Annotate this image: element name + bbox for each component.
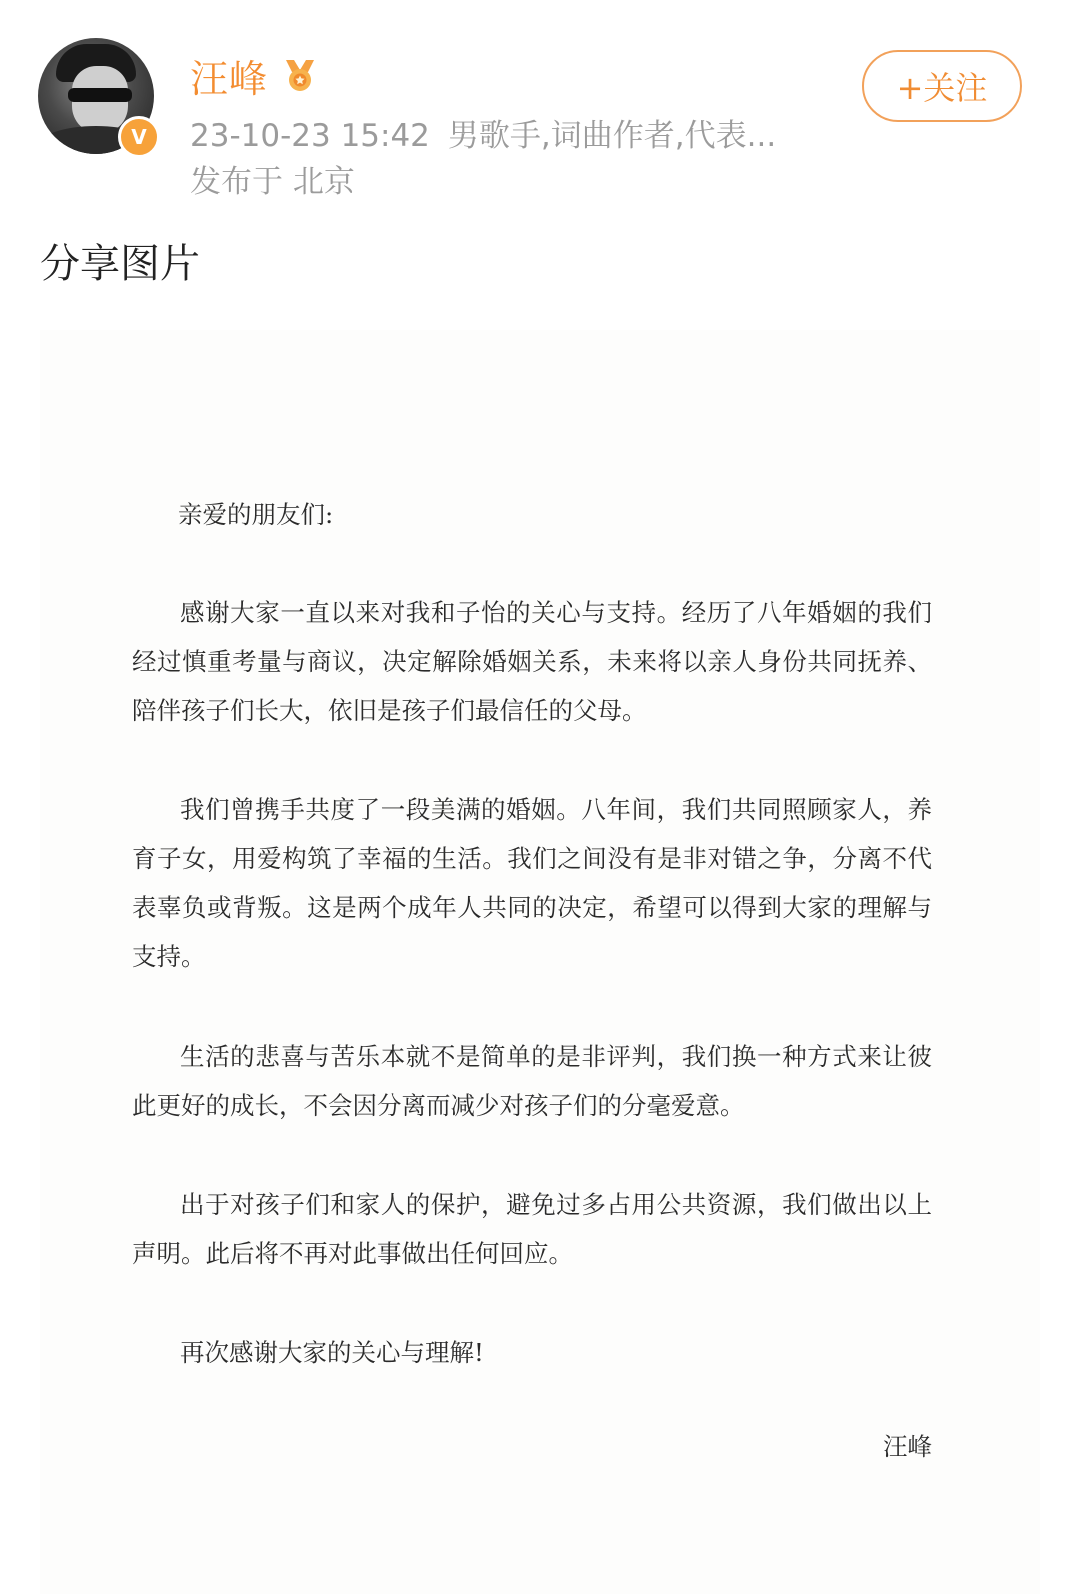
- vip-medal-icon: [280, 54, 320, 94]
- letter-paragraph: 感谢大家一直以来对我和子怡的关心与支持。经历了八年婚姻的我们经过慎重考量与商议，决定解除婚姻关系，未来将以亲人身份共同抚养、陪伴孩子们长大，依旧是孩子们最信任的父母。: [132, 598, 932, 725]
- post-meta: [190, 110, 776, 155]
- post-timestamp: 23-10-23 15:42: [190, 118, 430, 154]
- follow-button[interactable]: +关注: [862, 50, 1022, 122]
- letter-paragraph: 生活的悲喜与苦乐本就不是简单的是非评判，我们换一种方式来让彼此更好的成长，不会因分离而减少对孩子们的分毫爱意。: [132, 1042, 932, 1120]
- letter-signature: 汪峰: [883, 1432, 932, 1461]
- letter-greeting: 亲爱的朋友们:: [178, 500, 334, 529]
- post-text: 分享图片: [40, 241, 200, 287]
- username[interactable]: 汪峰: [190, 57, 269, 101]
- post-location: 发布于 北京: [190, 164, 355, 200]
- user-description: 男歌手,词曲作者,代表...: [447, 118, 777, 154]
- letter-paragraph: 出于对孩子们和家人的保护，避免过多占用公共资源，我们做出以上声明。此后将不再对此事做出任何回应。: [132, 1190, 932, 1268]
- avatar-sunglasses: [68, 88, 132, 102]
- shared-image[interactable]: [40, 330, 1040, 1594]
- letter-paragraph: 我们曾携手共度了一段美满的婚姻。八年间，我们共同照顾家人，养育子女，用爱构筑了幸福的生活。我们之间没有是非对错之争，分离不代表辜负或背叛。这是两个成年人共同的决定，希望可以得到大家的理解与支持。: [132, 795, 932, 971]
- letter-paragraph: 再次感谢大家的关心与理解!: [180, 1338, 484, 1367]
- verified-badge-icon: V: [118, 116, 160, 158]
